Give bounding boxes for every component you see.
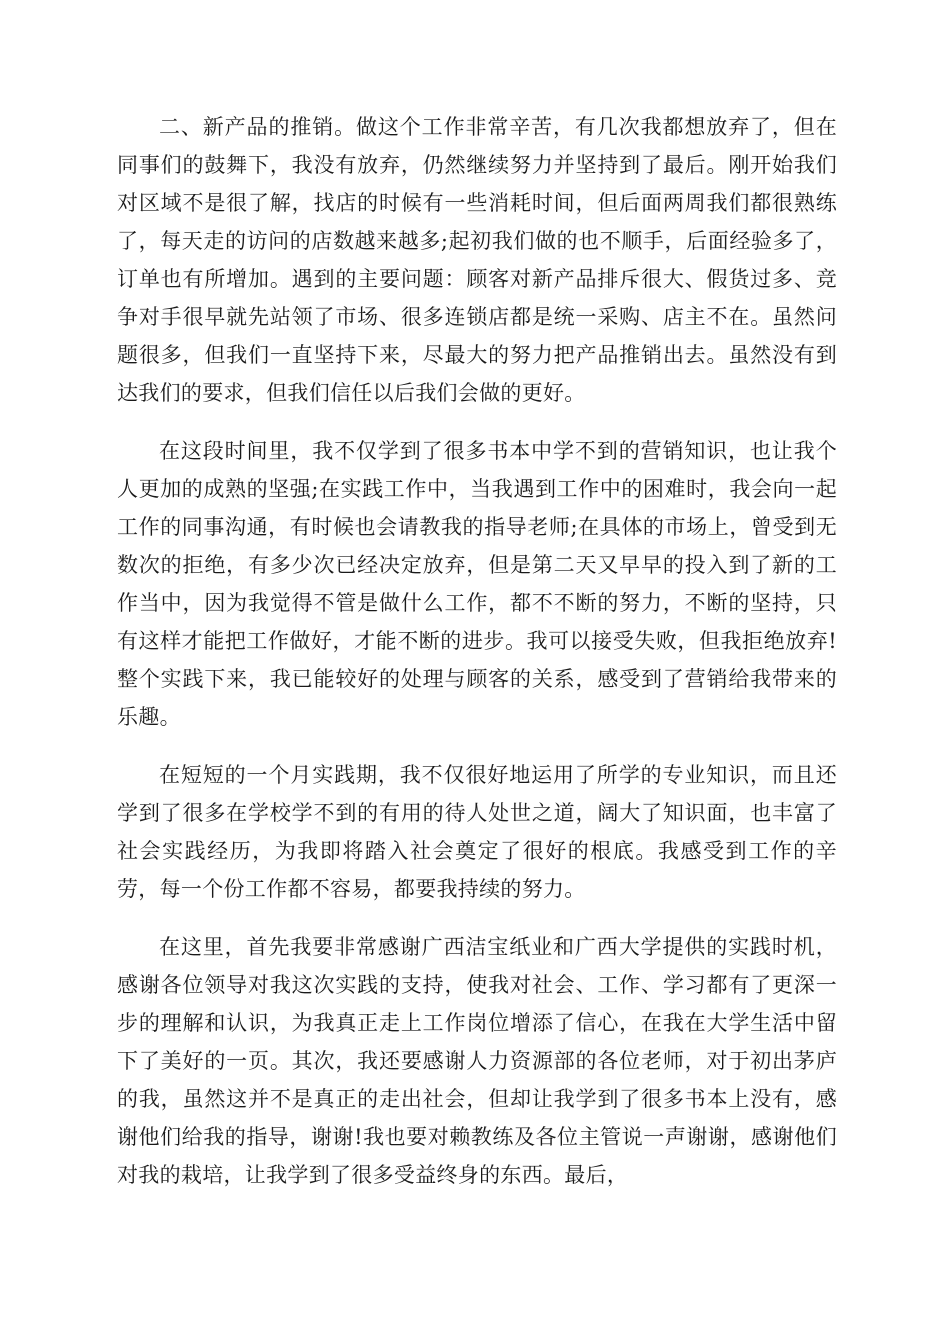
paragraph-practice-summary: 在短短的一个月实践期，我不仅很好地运用了所学的专业知识，而且还学到了很多在学校学不到的有用的待人处世之道，阔大了知识面，也丰富了社会实践经历，为我即将踏入社会奠定了很好的根底。我感受到工作的辛劳，每一个份工作都不容易，都要我持续的努力。: [117, 763, 837, 901]
paragraph-new-product-promotion: 二、新产品的推销。做这个工作非常辛苦，有几次我都想放弃了，但在同事们的鼓舞下，我没有放弃，仍然继续努力并坚持到了最后。刚开始我们对区域不是很了解，找店的时候有一些消耗时间，但后面两周我们都很熟练了，每天走的访问的店数越来越多;起初我们做的也不顺手，后面经验多了，订单也有所增加。遇到的主要问题：顾客对新产品排斥很大、假货过多、竞争对手很早就先站领了市场、很多连锁店都是统一采购、店主不在。虽然问题很多，但我们一直坚持下来，尽最大的努力把产品推销出去。虽然没有到达我们的要求，但我们信任以后我们会做的更好。: [117, 115, 837, 405]
paragraph-acknowledgements: 在这里，首先我要非常感谢广西洁宝纸业和广西大学提供的实践时机，感谢各位领导对我这次实践的支持，使我对社会、工作、学习都有了更深一步的理解和认识，为我真正走上工作岗位增添了信心，在我在大学生活中留下了美好的一页。其次，我还要感谢人力资源部的各位老师，对于初出茅庐的我，虽然这并不是真正的走出社会，但却让我学到了很多书本上没有，感谢他们给我的指导，谢谢!我也要对赖教练及各位主管说一声谢谢，感谢他们对我的栽培，让我学到了很多受益终身的东西。最后，: [117, 935, 837, 1187]
document-body: [117, 108, 837, 1214]
paragraph-marketing-experience: 在这段时间里，我不仅学到了很多书本中学不到的营销知识，也让我个人更加的成熟的坚强;在实践工作中，当我遇到工作中的困难时，我会向一起工作的同事沟通，有时候也会请教我的指导老师;在具体的市场上，曾受到无数次的拒绝，有多少次已经决定放弃，但是第二天又早早的投入到了新的工作当中，因为我觉得不管是做什么工作，都不不断的努力，不断的坚持，只有这样才能把工作做好，才能不断的进步。我可以接受失败，但我拒绝放弃!整个实践下来，我已能较好的处理与顾客的关系，感受到了营销给我带来的乐趣。: [117, 439, 837, 729]
